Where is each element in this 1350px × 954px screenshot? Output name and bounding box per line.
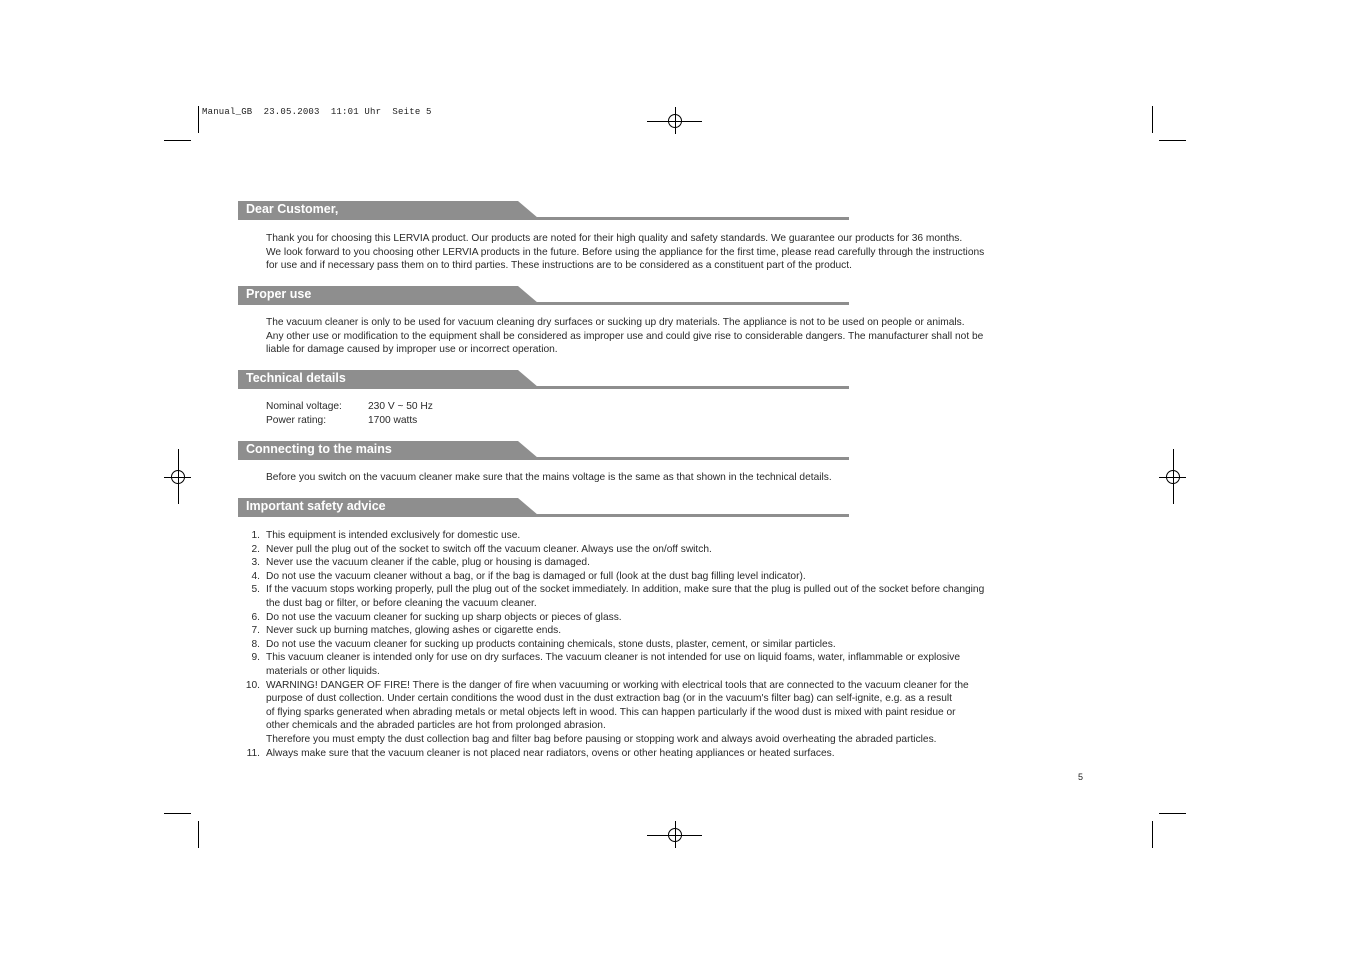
list-number: 7. xyxy=(251,625,260,637)
crop-mark-bottom-right-v xyxy=(1152,821,1153,848)
list-item xyxy=(240,583,984,610)
text-line: Never pull the plug out of the socket to switch off the vacuum cleaner. Always use the on/off switch. xyxy=(266,543,712,555)
text-line: This vacuum cleaner is intended only for use on dry surfaces. The vacuum cleaner is not intended for use on liquid foams, water, inflammable or explosive xyxy=(266,652,961,664)
dear-customer-text xyxy=(266,232,984,273)
section-title: Connecting to the mains xyxy=(246,442,392,456)
text-line: the dust bag or filter, or before cleaning the vacuum cleaner. xyxy=(266,597,537,609)
spec-row xyxy=(266,400,433,414)
crop-mark-top-right-v xyxy=(1152,106,1153,133)
list-number: 3. xyxy=(251,557,260,569)
registration-mark-right xyxy=(1159,449,1186,504)
crop-mark-bottom-left-h xyxy=(164,813,191,814)
list-number: 8. xyxy=(251,638,260,650)
text-line: This equipment is intended exclusively for domestic use. xyxy=(266,530,521,541)
list-number: 10. xyxy=(245,679,260,691)
list-item xyxy=(240,638,984,652)
list-item xyxy=(240,747,984,761)
registration-mark-left xyxy=(164,449,191,504)
text-line: Do not use the vacuum cleaner without a bag, or if the bag is damaged or full (look at the dust bag filling level indicator). xyxy=(266,570,806,582)
text-line: Thank you for choosing this LERVIA product. Our products are noted for their high quality and safety standards. We guarantee our products for 36 months. xyxy=(266,233,963,244)
text-line: Any other use or modification to the equipment shall be considered as improper use and could give rise to considerable dangers. The manufacturer shall not be xyxy=(266,330,984,342)
proper-use-text xyxy=(266,316,983,357)
page-number: 5 xyxy=(1078,772,1084,782)
section-header-dear-customer xyxy=(238,201,849,220)
section-title: Dear Customer, xyxy=(246,202,339,216)
section-header-connecting-mains xyxy=(238,441,849,460)
connecting-mains-text xyxy=(266,471,832,485)
spec-value: 1700 watts xyxy=(368,414,418,426)
text-line: Therefore you must empty the dust collection bag and filter bag before pausing or stopping work and always avoid overheating the abraded particles. xyxy=(266,733,937,745)
list-item xyxy=(240,611,984,625)
crop-mark-bottom-left-v xyxy=(198,821,199,848)
technical-specs xyxy=(266,400,433,428)
text-line: The vacuum cleaner is only to be used for vacuum cleaning dry surfaces or sucking up dry materials. The appliance is not to be used on people or animals. xyxy=(266,317,965,328)
crop-mark-top-left-v xyxy=(198,106,199,133)
section-title: Technical details xyxy=(246,371,346,385)
list-number: 9. xyxy=(251,652,260,664)
section-header-technical-details xyxy=(238,370,849,389)
text-line: Before you switch on the vacuum cleaner make sure that the mains voltage is the same as that shown in the technical details. xyxy=(266,472,832,483)
list-item xyxy=(240,570,984,584)
text-line: for use and if necessary pass them on to third parties. These instructions are to be considered as a constituent part of the product. xyxy=(266,260,852,272)
list-item xyxy=(240,543,984,557)
text-line: Never use the vacuum cleaner if the cable, plug or housing is damaged. xyxy=(266,557,590,569)
registration-mark-top xyxy=(647,107,702,134)
section-title: Proper use xyxy=(246,287,312,301)
text-line: purpose of dust collection. Under certain conditions the wood dust in the dust extraction bag (or in the vacuum's filter bag) can self-ignite, e.g. as a result xyxy=(266,693,953,705)
list-item xyxy=(240,651,984,678)
section-header-proper-use xyxy=(238,286,849,305)
text-line: WARNING! DANGER OF FIRE! There is the danger of fire when vacuuming or working with electrical tools that are connected to the vacuum cleaner for the xyxy=(266,679,969,691)
list-number: 4. xyxy=(251,570,260,582)
list-number: 2. xyxy=(251,543,260,555)
list-number: 11. xyxy=(246,747,260,759)
list-item xyxy=(240,529,984,543)
list-item xyxy=(240,624,984,638)
section-title: Important safety advice xyxy=(246,499,386,513)
crop-mark-bottom-right-h xyxy=(1159,813,1186,814)
text-line: other chemicals and the abraded particles are hot from prolonged abrasion. xyxy=(266,720,606,732)
text-line: We look forward to you choosing other LERVIA products in the future. Before using the appliance for the first time, please read carefully through the instructions xyxy=(266,246,985,258)
crop-mark-top-left-h xyxy=(164,140,191,141)
text-line: Never suck up burning matches, glowing ashes or cigarette ends. xyxy=(266,625,562,637)
registration-mark-bottom xyxy=(647,821,702,848)
spec-row xyxy=(266,414,433,428)
text-line: Do not use the vacuum cleaner for sucking up products containing chemicals, stone dusts, plaster, cement, or similar particles. xyxy=(266,638,836,650)
text-line: If the vacuum stops working properly, pull the plug out of the socket immediately. In addition, make sure that the plug is pulled out of the socket before changing xyxy=(266,584,985,596)
list-item xyxy=(240,556,984,570)
text-line: liable for damage caused by improper use or incorrect operation. xyxy=(266,344,558,356)
list-number: 6. xyxy=(251,611,260,623)
list-number: 1. xyxy=(251,530,260,541)
spec-value: 230 V ~ 50 Hz xyxy=(368,401,433,412)
safety-advice-list xyxy=(240,529,984,760)
spec-label: Power rating: xyxy=(266,414,327,426)
text-line: materials or other liquids. xyxy=(266,665,380,677)
section-header-safety-advice xyxy=(238,498,849,517)
spec-label: Nominal voltage: xyxy=(266,401,342,412)
text-line: Always make sure that the vacuum cleaner is not placed near radiators, ovens or other heating appliances or heated surfaces. xyxy=(266,747,835,759)
list-item xyxy=(240,679,984,747)
print-slug: Manual_GB 23.05.2003 11:01 Uhr Seite 5 xyxy=(202,107,432,117)
text-line: of flying sparks generated when abrading metals or metal objects left in wood. This can happen particularly if the wood dust is mixed with paint residue or xyxy=(266,706,956,718)
text-line: Do not use the vacuum cleaner for sucking up sharp objects or pieces of glass. xyxy=(266,611,622,623)
crop-mark-top-right-h xyxy=(1159,140,1186,141)
list-number: 5. xyxy=(251,584,260,596)
